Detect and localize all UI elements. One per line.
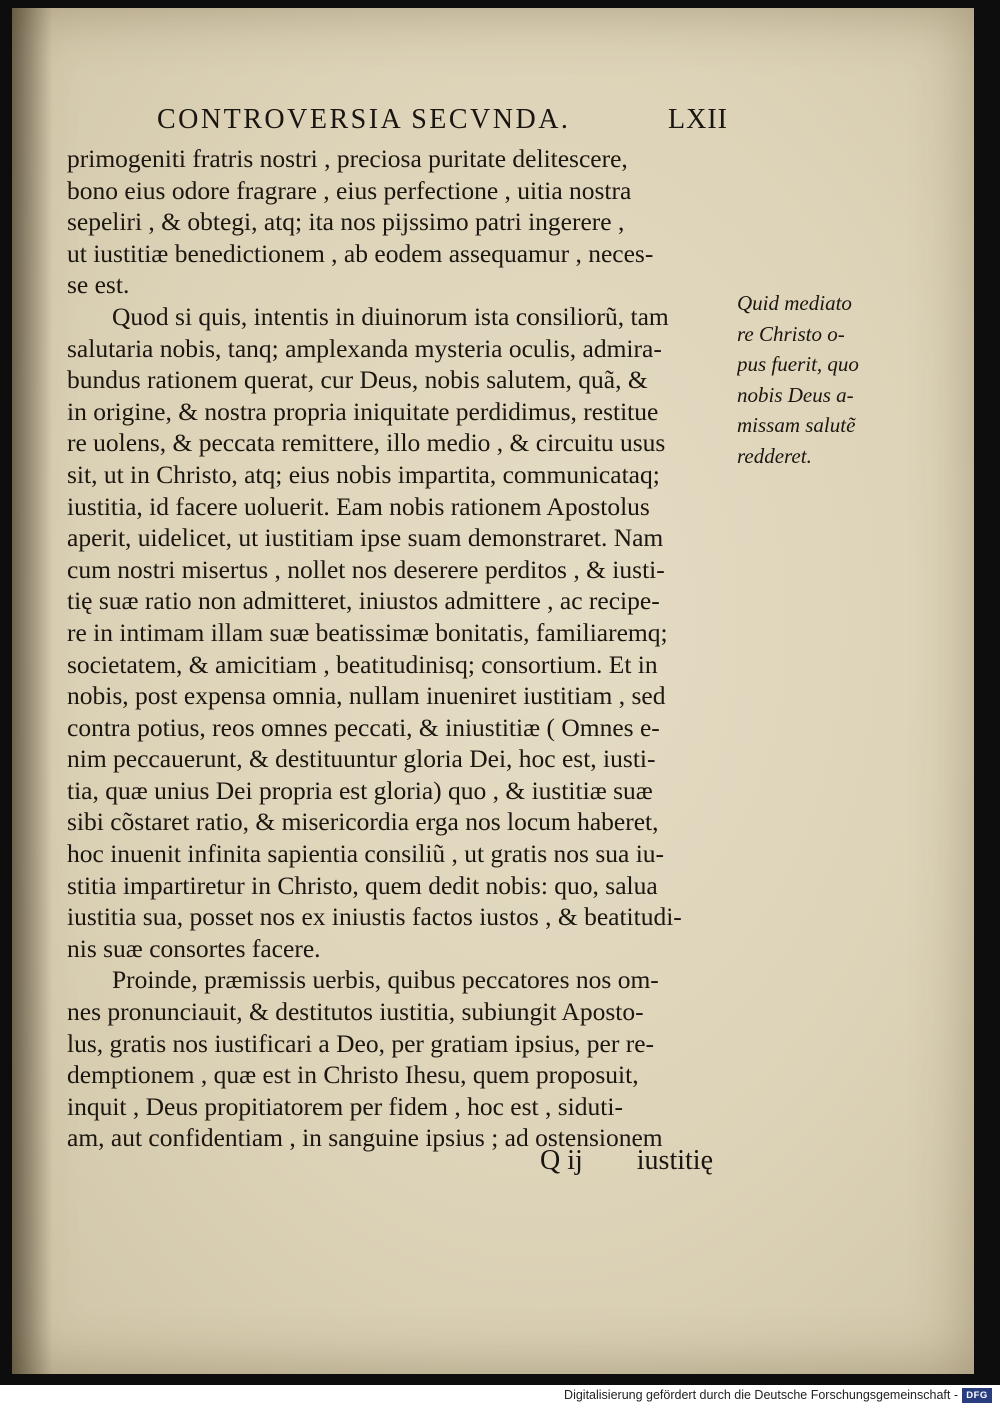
signature-mark: Q ij xyxy=(540,1145,583,1176)
text-line: tię suæ ratio non admitteret, iniustos admittere , ac recipe- xyxy=(67,586,660,616)
catchword: iustitię xyxy=(636,1145,714,1176)
text-line: demptionem , quæ est in Christo Ihesu, quem proposuit, xyxy=(67,1060,639,1090)
marginal-note-line: Quid mediato xyxy=(737,291,852,315)
text-line: lus, gratis nos iustificari a Deo, per gratiam ipsius, per re- xyxy=(67,1028,655,1058)
text-line: primogeniti fratris nostri , preciosa puritate delitescere, xyxy=(67,144,628,173)
text-line: hoc inuenit infinita sapientia consiliũ , ut gratis nos sua iu- xyxy=(67,839,665,869)
page-gutter-shadow xyxy=(12,8,52,1374)
text-line: contra potius, reos omnes peccati, & iniustitiæ ( Omnes e- xyxy=(67,712,660,742)
text-line: iustitia, id facere uoluerit. Eam nobis rationem Apostolus xyxy=(67,491,650,521)
marginal-note-line: nobis Deus a- xyxy=(737,382,854,407)
text-line: ut iustitiæ benedictionem , ab eodem assequamur , neces- xyxy=(67,238,654,268)
text-line: re in intimam illam suæ beatissimæ bonitatis, familiaremq; xyxy=(67,617,668,647)
text-line: in origine, & nostra propria iniquitate perdidimus, restitue xyxy=(67,396,659,426)
text-line: sibi cõstaret ratio, & misericordia erga nos locum haberet, xyxy=(67,807,659,837)
text-line: stitia impartiretur in Christo, quem dedit nobis: quo, salua xyxy=(67,870,658,900)
funding-credit: Digitalisierung gefördert durch die Deutsche Forschungsgemeinschaft - xyxy=(564,1388,958,1402)
text-line: societatem, & amicitiam , beatitudinisq; consortium. Et in xyxy=(67,649,658,679)
text-line: nobis, post expensa omnia, nullam inueniret iustitiam , sed xyxy=(67,681,666,711)
folio-number: LXII xyxy=(668,104,728,135)
running-title: CONTROVERSIA SECVNDA. xyxy=(157,104,571,135)
signature-and-catchword xyxy=(540,1145,713,1177)
paragraph-start-line: Quod si quis, intentis in diuinorum ista consiliorũ, tam xyxy=(112,301,669,331)
text-line: nis suæ consortes facere. xyxy=(67,933,321,963)
dfg-logo-icon: DFG xyxy=(962,1388,992,1403)
digitization-footer xyxy=(0,1385,1000,1407)
marginal-note-line: re Christo o- xyxy=(737,321,845,346)
text-line: salutaria nobis, tanq; amplexanda mysteria oculis, admira- xyxy=(67,333,662,363)
text-line: cum nostri misertus , nollet nos deserere perditos , & iusti- xyxy=(67,554,665,584)
text-line: bundus rationem querat, cur Deus, nobis salutem, quã, & xyxy=(67,365,648,395)
marginal-note-line: redderet. xyxy=(737,443,812,468)
text-line: se est. xyxy=(67,270,130,300)
text-line: iustitia sua, posset nos ex iniustis factos iustos , & beatitudi- xyxy=(67,902,682,932)
marginal-note xyxy=(737,288,877,471)
text-line: sepeliri , & obtegi, atq; ita nos pijssimo patri ingerere , xyxy=(67,207,625,237)
marginal-note-line: pus fuerit, quo xyxy=(737,352,859,376)
text-line: nes pronunciauit, & destitutos iustitia, subiungit Aposto- xyxy=(67,997,644,1027)
text-line: sit, ut in Christo, atq; eius nobis impartita, communicataq; xyxy=(67,459,660,489)
text-line: inquit , Deus propitiatorem per fidem , hoc est , siduti- xyxy=(67,1091,623,1121)
text-line: tia, quæ unius Dei propria est gloria) quo , & iustitiæ suæ xyxy=(67,775,653,805)
text-line: aperit, uidelicet, ut iustitiam ipse suam demonstraret. Nam xyxy=(67,523,664,553)
marginal-note-line: missam salutẽ xyxy=(737,413,856,437)
main-text-block xyxy=(67,143,732,1154)
paragraph-start-line: Proinde, præmissis uerbis, quibus peccatores nos om- xyxy=(112,965,659,995)
text-line: bono eius odore fragrare , eius perfectione , uitia nostra xyxy=(67,175,632,205)
text-line: am, aut confidentiam , in sanguine ipsius ; ad ostensionem xyxy=(67,1123,663,1153)
text-line: nim peccauerunt, & destituuntur gloria Dei, hoc est, iusti- xyxy=(67,744,656,774)
text-line: re uolens, & peccata remittere, illo medio , & circuitu usus xyxy=(67,428,666,458)
